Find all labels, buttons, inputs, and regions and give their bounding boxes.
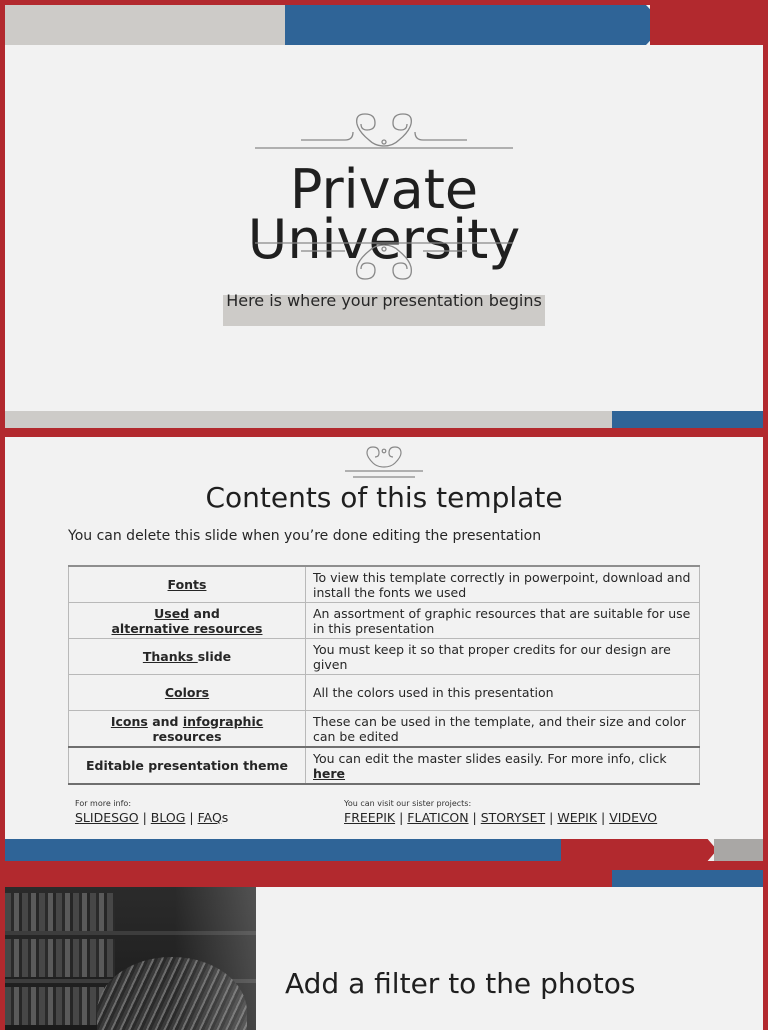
table-cell-label: Editable presentation theme bbox=[69, 747, 306, 784]
slidesgo-link[interactable]: SLIDESGO bbox=[75, 810, 139, 825]
colors-link[interactable]: Colors bbox=[164, 685, 210, 700]
table-cell-text bbox=[306, 747, 700, 784]
table-cell-label bbox=[69, 566, 306, 603]
sister-projects-label: You can visit our sister projects: bbox=[344, 799, 472, 808]
label-text: slide bbox=[197, 649, 232, 664]
here-link[interactable]: here bbox=[313, 765, 346, 781]
light-overlay bbox=[175, 887, 256, 1030]
table-cell-text: An assortment of graphic resources that are suitable for use in this presentation bbox=[306, 603, 700, 639]
contents-table bbox=[68, 565, 700, 785]
bottom-blue-band bbox=[5, 839, 561, 861]
top-grey-band bbox=[5, 5, 285, 45]
title-line-2: University bbox=[247, 208, 521, 271]
top-red-band bbox=[650, 5, 763, 45]
bottom-red-arrow-band bbox=[561, 839, 717, 861]
infographic-link[interactable]: infographic bbox=[182, 713, 264, 729]
label-text: and bbox=[189, 605, 220, 621]
bookshelf-graphic bbox=[5, 939, 115, 977]
wepik-link[interactable]: WEPIK bbox=[557, 810, 598, 825]
table-cell-text: All the colors used in this presentation bbox=[306, 675, 700, 711]
fonts-link[interactable]: Fonts bbox=[167, 577, 207, 592]
more-info-links bbox=[75, 810, 228, 825]
storyset-link[interactable]: STORYSET bbox=[480, 810, 546, 825]
bottom-blue-band bbox=[612, 411, 763, 428]
used-link[interactable]: Used bbox=[154, 605, 190, 621]
separator: | bbox=[189, 810, 194, 825]
label-text: and bbox=[147, 713, 183, 729]
separator: | bbox=[399, 810, 404, 825]
faq-suffix: s bbox=[221, 810, 229, 825]
table-row bbox=[69, 566, 700, 603]
student-photo bbox=[5, 887, 256, 1030]
label-text: resources bbox=[152, 728, 222, 744]
icons-link[interactable]: Icons bbox=[110, 713, 148, 729]
contents-title[interactable]: Contents of this template bbox=[205, 481, 563, 514]
photo-filter-slide[interactable] bbox=[5, 870, 763, 1030]
presentation-subtitle[interactable]: Here is where your presentation begins bbox=[226, 291, 542, 310]
sister-projects-links bbox=[344, 810, 657, 825]
scroll-ornament-bottom-icon bbox=[253, 237, 515, 283]
table-row bbox=[69, 639, 700, 675]
alternative-resources-link[interactable]: alternative resources bbox=[111, 620, 263, 636]
thanks-link[interactable]: Thanks bbox=[142, 649, 198, 664]
top-blue-band bbox=[612, 870, 763, 887]
table-cell-label bbox=[69, 603, 306, 639]
photo-slide-title[interactable]: Add a filter to the photos bbox=[285, 967, 636, 1000]
table-cell-text: You must keep it so that proper credits for our design are given bbox=[306, 639, 700, 675]
scroll-ornament-icon bbox=[253, 110, 515, 150]
flaticon-link[interactable]: FLATICON bbox=[407, 810, 469, 825]
more-info-label: For more info: bbox=[75, 799, 132, 808]
title-line-1: Private bbox=[289, 158, 479, 221]
table-cell-text: These can be used in the template, and their size and color can be edited bbox=[306, 711, 700, 748]
blog-link[interactable]: BLOG bbox=[150, 810, 186, 825]
separator: | bbox=[601, 810, 606, 825]
bottom-grey-band bbox=[714, 839, 763, 861]
table-row bbox=[69, 747, 700, 784]
top-blue-arrow-band bbox=[285, 5, 665, 45]
table-cell-text: To view this template correctly in powerpoint, download and install the fonts we used bbox=[306, 566, 700, 603]
table-cell-label bbox=[69, 639, 306, 675]
contents-slide[interactable] bbox=[5, 437, 763, 861]
separator: | bbox=[472, 810, 477, 825]
title-slide[interactable] bbox=[5, 5, 763, 428]
bookshelf-graphic bbox=[5, 893, 115, 931]
cell-text: You can edit the master slides easily. For more info, click bbox=[313, 750, 667, 766]
table-row bbox=[69, 711, 700, 748]
faq-link[interactable]: FAQ bbox=[197, 810, 222, 825]
bottom-grey-band bbox=[5, 411, 612, 428]
table-row bbox=[69, 675, 700, 711]
table-cell-label bbox=[69, 711, 306, 748]
small-scroll-ornament-icon bbox=[343, 445, 425, 481]
separator: | bbox=[142, 810, 147, 825]
slide-content-area bbox=[256, 887, 763, 1030]
table-cell-label bbox=[69, 675, 306, 711]
table-row bbox=[69, 603, 700, 639]
freepik-link[interactable]: FREEPIK bbox=[344, 810, 396, 825]
videvo-link[interactable]: VIDEVO bbox=[609, 810, 658, 825]
contents-description[interactable]: You can delete this slide when you’re done editing the presentation bbox=[68, 528, 542, 544]
separator: | bbox=[549, 810, 554, 825]
